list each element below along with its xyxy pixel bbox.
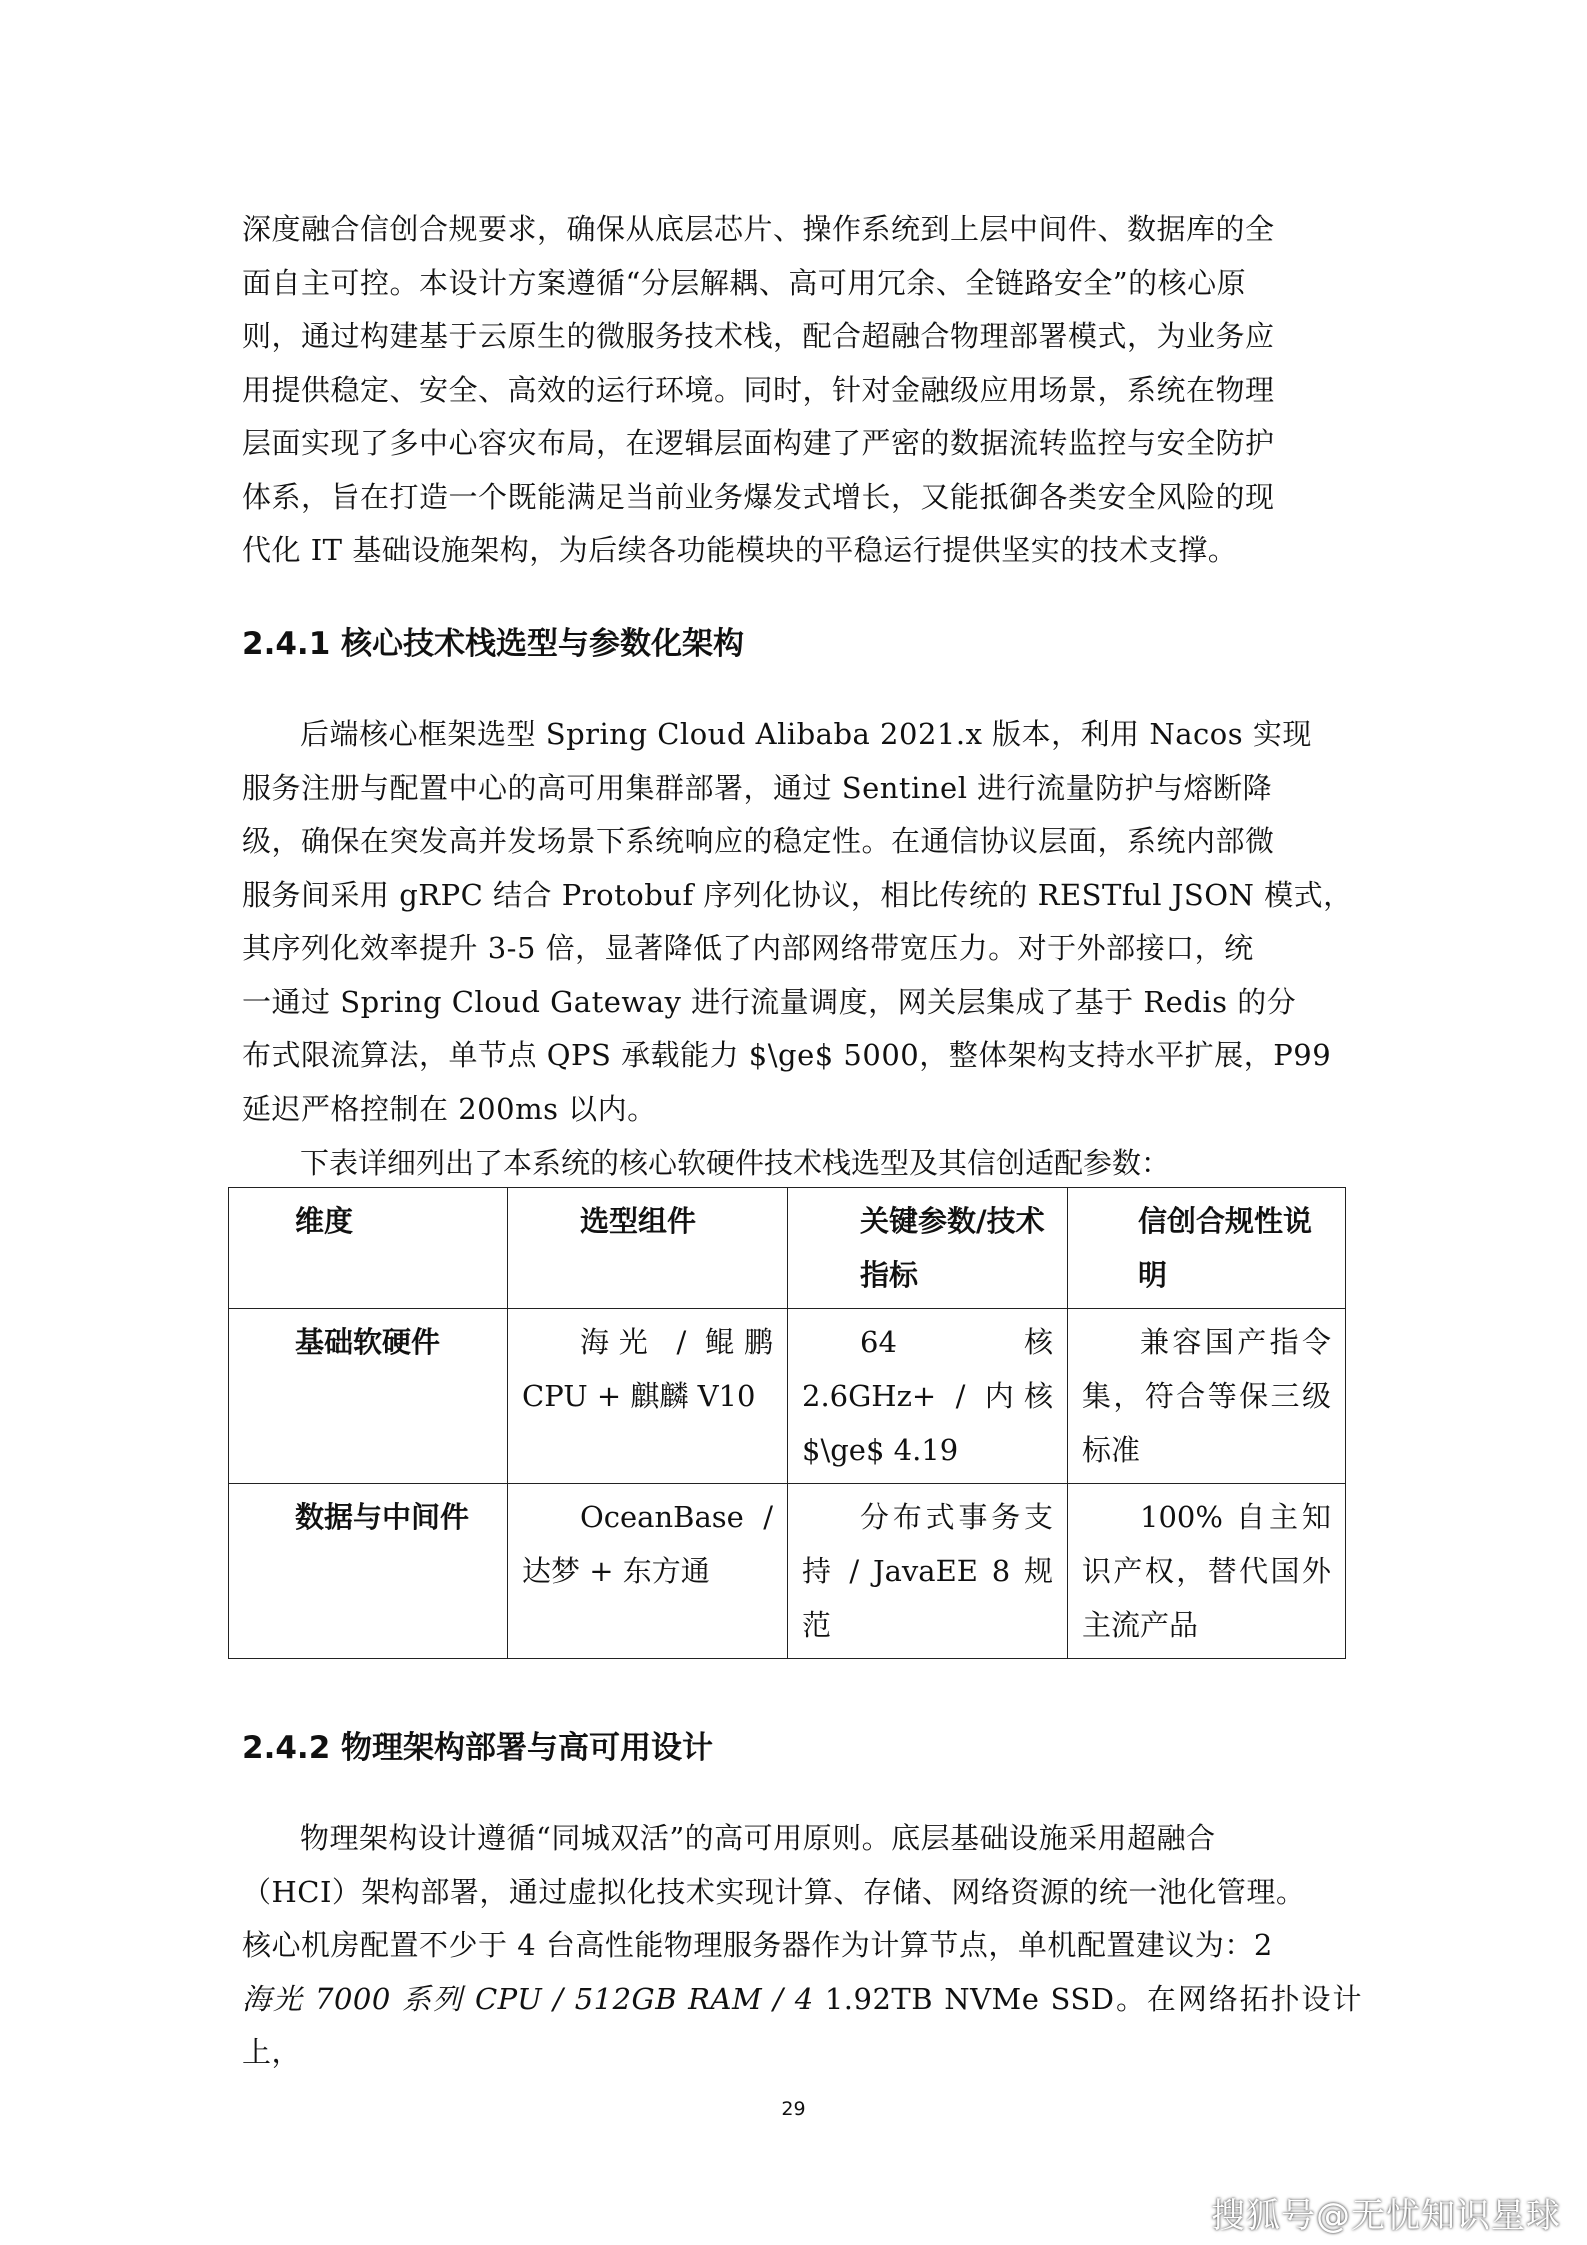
tech-stack-table (228, 1187, 1346, 1659)
intro-line: 面自主可控。本设计方案遵循“分层解耦、高可用冗余、全链路安全”的核心原 (242, 265, 1247, 300)
intro-line: 代化 IT 基础设施架构，为后续各功能模块的平稳运行提供坚实的技术支撑。 (242, 533, 1238, 567)
table-cell: 分布式事务支持 / JavaEE 8 规范 (788, 1484, 1068, 1659)
table-cell: 海光 / 鲲鹏 CPU + 麒麟 V10 (508, 1309, 788, 1484)
section1-line: 其序列化效率提升 3-5 倍，显著降低了内部网络带宽压力。对于外部接口，统 (242, 931, 1254, 965)
italic-text: 海光 7000 系列 CPU / 512GB RAM / 4 (242, 1981, 814, 2016)
section2-line-last (242, 1973, 1362, 2080)
section-heading-2-4-2: 2.4.2 物理架构部署与高可用设计 (242, 1730, 714, 1766)
intro-line: 则，通过构建基于云原生的微服务技术栈，配合超融合物理部署模式，为业务应 (242, 319, 1275, 353)
table-header-row (229, 1188, 1346, 1309)
table-cell: 100% 自主知识产权，替代国外主流产品 (1068, 1484, 1346, 1659)
intro-line: 用提供稳定、安全、高效的运行环境。同时，针对金融级应用场景，系统在物理 (242, 372, 1275, 407)
section2-paragraph (242, 1812, 1362, 2080)
section1-line: 布式限流算法，单节点 QPS 承载能力 $\ge$ 5000，整体架构支持水平扩展，P99 (242, 1038, 1332, 1072)
table-header-cell: 关键参数/技术指标 (788, 1188, 1068, 1309)
watermark: 搜狐号@无忧知识星球 (1211, 2196, 1561, 2236)
plain-text: 1.92TB NVMe SSD。在网络拓扑设计上， (242, 1981, 1362, 2069)
table-cell: OceanBase / 达梦 + 东方通 (508, 1484, 788, 1659)
table-row (229, 1484, 1346, 1659)
section1-paragraph (242, 708, 1362, 1136)
table-header-cell: 选型组件 (508, 1188, 788, 1309)
section1-line: 延迟严格控制在 200ms 以内。 (242, 1091, 657, 1126)
section1-line: 服务注册与配置中心的高可用集群部署，通过 Sentinel 进行流量防护与熔断降 (242, 770, 1273, 805)
intro-line: 深度融合信创合规要求，确保从底层芯片、操作系统到上层中间件、数据库的全 (242, 212, 1275, 246)
intro-paragraph (242, 203, 1362, 578)
section1-line: 级，确保在突发高并发场景下系统响应的稳定性。在通信协议层面，系统内部微 (242, 824, 1275, 858)
table-cell: 64 核 2.6GHz+ / 内核 $\ge$ 4.19 (788, 1309, 1068, 1484)
table-header-cell: 信创合规性说明 (1068, 1188, 1346, 1309)
table-cell: 兼容国产指令集，符合等保三级标准 (1068, 1309, 1346, 1484)
section2-line: 物理架构设计遵循“同城双活”的高可用原则。底层基础设施采用超融合 (300, 1821, 1216, 1855)
intro-line: 体系，旨在打造一个既能满足当前业务爆发式增长，又能抵御各类安全风险的现 (242, 479, 1275, 514)
section1-line: 一通过 Spring Cloud Gateway 进行流量调度，网关层集成了基于 Redis 的分 (242, 984, 1297, 1019)
table-cell: 基础软硬件 (229, 1309, 508, 1484)
section1-line: 服务间采用 gRPC 结合 Protobuf 序列化协议，相比传统的 RESTful JSON 模式， (242, 877, 1353, 912)
section-heading-2-4-1: 2.4.1 核心技术栈选型与参数化架构 (242, 626, 745, 662)
page-number: 29 (781, 2098, 806, 2120)
table-header-cell: 维度 (229, 1188, 508, 1309)
table-caption: 下表详细列出了本系统的核心软硬件技术栈选型及其信创适配参数： (300, 1146, 1171, 1180)
section2-line: 核心机房配置不少于 4 台高性能物理服务器作为计算节点，单机配置建议为：2 (242, 1928, 1273, 1962)
table-cell: 数据与中间件 (229, 1484, 508, 1659)
table-row (229, 1309, 1346, 1484)
section1-line: 后端核心框架选型 Spring Cloud Alibaba 2021.x 版本，利用 Nacos 实现 (300, 717, 1312, 751)
section2-line: （HCI）架构部署，通过虚拟化技术实现计算、存储、网络资源的统一池化管理。 (242, 1874, 1306, 1909)
intro-line: 层面实现了多中心容灾布局，在逻辑层面构建了严密的数据流转监控与安全防护 (242, 426, 1275, 460)
